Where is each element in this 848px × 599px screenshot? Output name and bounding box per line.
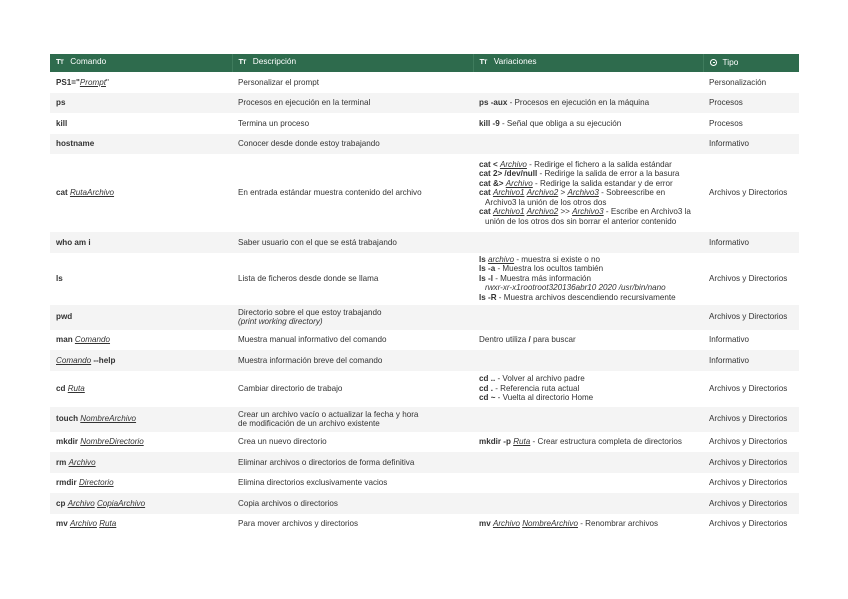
cell-variaciones[interactable] — [473, 134, 703, 155]
cell-comando[interactable]: who am i — [50, 232, 232, 253]
cell-comando[interactable]: ps — [50, 93, 232, 114]
cell-variaciones[interactable]: mkdir -p Ruta - Crear estructura completa de directorios — [479, 437, 682, 447]
variation-line: cat 2> /dev/null - Redirige la salida de error a la basura — [479, 169, 680, 179]
table-row[interactable] — [50, 93, 799, 114]
cell-descripcion[interactable]: Copia archivos o directorios — [232, 493, 473, 514]
cell-comando[interactable]: man Comando — [56, 335, 111, 345]
cell-variaciones[interactable] — [473, 493, 703, 514]
header-tipo[interactable]: Tipo — [703, 54, 799, 72]
cell-descripcion[interactable]: En entrada estándar muestra contenido del archivo — [238, 188, 422, 198]
variation-line: cat < Archivo - Redirige el fichero a la salida estándar — [479, 160, 672, 170]
cell-tipo[interactable]: Informativo — [703, 134, 799, 155]
table-row[interactable] — [50, 514, 799, 535]
cell-tipo[interactable]: Archivos y Directorios — [709, 273, 788, 283]
table-row[interactable] — [50, 253, 799, 305]
cell-variaciones[interactable] — [473, 452, 703, 473]
table-row[interactable] — [50, 134, 799, 155]
cell-descripcion[interactable]: Cambiar directorio de trabajo — [238, 383, 343, 393]
table-row[interactable] — [50, 232, 799, 253]
cell-descripcion[interactable]: Crear un archivo vacío o actualizar la fecha y hora de modificación de un archivo existente — [232, 407, 473, 432]
cell-tipo[interactable]: Informativo — [703, 350, 799, 371]
commands-table — [50, 54, 799, 534]
header-descripcion[interactable]: TT Descripción — [232, 54, 473, 72]
cell-descripcion[interactable]: Directorio sobre el que estoy trabajando (print working directory) — [232, 305, 473, 330]
cell-variaciones[interactable] — [473, 371, 703, 407]
cell-variaciones[interactable] — [473, 232, 703, 253]
variation-line: ls -a - Muestra los ocultos también — [479, 264, 604, 274]
cell-tipo[interactable]: Archivos y Directorios — [709, 437, 788, 447]
select-type-icon — [710, 59, 717, 66]
table-row[interactable] — [50, 72, 799, 93]
cell-variaciones[interactable] — [473, 473, 703, 494]
cell-descripcion[interactable]: Muestra manual informativo del comando — [238, 335, 387, 345]
table-row[interactable] — [50, 350, 799, 371]
cell-tipo[interactable]: Archivos y Directorios — [709, 188, 788, 198]
cell-descripcion[interactable]: Eliminar archivos o directorios de forma definitiva — [232, 452, 473, 473]
table-row[interactable] — [50, 473, 799, 494]
cell-variaciones[interactable] — [473, 72, 703, 93]
cell-descripcion[interactable]: Crea un nuevo directorio — [238, 437, 327, 447]
header-row — [50, 54, 799, 72]
cell-tipo[interactable]: Archivos y Directorios — [709, 478, 788, 488]
cell-comando[interactable]: hostname — [50, 134, 232, 155]
cell-descripcion[interactable]: Termina un proceso — [238, 118, 310, 128]
cell-descripcion[interactable]: Lista de ficheros desde donde se llama — [238, 273, 379, 283]
cell-comando[interactable]: rmdir Directorio — [56, 478, 114, 488]
cell-comando[interactable]: Comando --help — [50, 350, 232, 371]
cell-descripcion[interactable]: Muestra información breve del comando — [232, 350, 473, 371]
cell-tipo[interactable]: Procesos — [703, 93, 799, 114]
text-type-icon: TT — [479, 57, 487, 67]
variation-line: cat &> Archivo - Redirige la salida estandar y de error — [479, 178, 673, 188]
cell-comando[interactable]: cat RutaArchivo — [56, 188, 115, 198]
cell-tipo[interactable]: Archivos y Directorios — [703, 407, 799, 432]
cell-comando[interactable]: cd Ruta — [56, 383, 85, 393]
cell-descripcion[interactable]: Saber usuario con el que se está trabajando — [232, 232, 473, 253]
cell-tipo[interactable]: Procesos — [709, 118, 743, 128]
cell-comando[interactable]: touch NombreArchivo — [50, 407, 232, 432]
cell-tipo[interactable]: Archivos y Directorios — [703, 305, 799, 330]
text-type-icon: TT — [238, 57, 246, 67]
cell-variaciones[interactable] — [473, 407, 703, 432]
cell-variaciones[interactable]: ls archivo - muestra si existe o no ls -a - Muestra los ocultos también ls -l - Muestra más información rwxr-xr-x1rootroot320136abr10 2020 /usr/bin/nano ls -R - Muestra archivos descendiendo recursivamente — [473, 253, 703, 305]
cell-variaciones[interactable] — [473, 305, 703, 330]
table-row[interactable] — [50, 432, 799, 453]
cell-descripcion[interactable]: Para mover archivos y directorios — [238, 519, 359, 529]
variation-line: ls archivo - muestra si existe o no — [479, 254, 601, 264]
variation-line: cd . - Referencia ruta actual — [479, 383, 580, 393]
cell-variaciones[interactable]: kill -9 - Señal que obliga a su ejecución — [479, 118, 622, 128]
cell-tipo[interactable]: Archivos y Directorios — [703, 493, 799, 514]
cell-variaciones[interactable]: mv Archivo NombreArchivo - Renombrar archivos — [479, 519, 659, 529]
cell-tipo[interactable]: Informativo — [709, 335, 750, 345]
table-row[interactable] — [50, 113, 799, 134]
table-row[interactable] — [50, 154, 799, 232]
cell-descripcion[interactable]: Elimina directorios exclusivamente vacios — [238, 478, 388, 488]
cell-comando[interactable]: mv Archivo Ruta — [56, 519, 117, 529]
variation-line: ls -R - Muestra archivos descendiendo recursivamente — [479, 292, 676, 302]
variation-line: cat Archivo1 Archivo2 >> Archivo3 - Escribe en Archivo3 la — [479, 207, 691, 217]
cell-comando[interactable]: PS1="Prompt" — [56, 77, 109, 87]
cell-comando[interactable]: kill — [56, 118, 68, 128]
header-comando[interactable]: TT Comando — [50, 54, 232, 72]
cell-tipo[interactable]: Informativo — [703, 232, 799, 253]
cell-variaciones[interactable]: Dentro utiliza / para buscar — [479, 335, 576, 345]
cell-tipo[interactable]: Personalización — [709, 77, 767, 87]
cell-variaciones[interactable] — [473, 350, 703, 371]
cell-comando[interactable]: ls — [56, 273, 63, 283]
table-row[interactable] — [50, 493, 799, 514]
cell-comando[interactable]: cp Archivo CopiaArchivo — [50, 493, 232, 514]
cell-comando[interactable]: rm Archivo — [50, 452, 232, 473]
table-row[interactable] — [50, 452, 799, 473]
table-row[interactable] — [50, 305, 799, 330]
cell-comando[interactable]: mkdir NombreDirectorio — [56, 437, 144, 447]
table-row[interactable] — [50, 371, 799, 407]
cell-descripcion[interactable]: Conocer desde donde estoy trabajando — [232, 134, 473, 155]
cell-descripcion[interactable]: Personalizar el prompt — [238, 77, 319, 87]
header-variaciones[interactable]: TT Variaciones — [473, 54, 703, 72]
variation-line: cd ~ - Vuelta al directorio Home — [479, 393, 594, 403]
cell-tipo[interactable]: Archivos y Directorios — [709, 383, 788, 393]
text-type-icon: TT — [56, 57, 64, 67]
table-row[interactable] — [50, 330, 799, 351]
variation-line: ls -l - Muestra más información — [479, 273, 592, 283]
cell-tipo[interactable]: Archivos y Directorios — [703, 452, 799, 473]
table-row[interactable] — [50, 407, 799, 432]
cell-tipo[interactable]: Archivos y Directorios — [709, 519, 788, 529]
cell-variaciones[interactable]: cat < Archivo - Redirige el fichero a la salida estándar cat 2> /dev/null - Redirige la salida de error a la basura cat &> Archivo - Redirige la salida estandar y de error cat Archivo1 Archivo2 > Archivo3 - Sobreescribe en Archivo3 la unión de los otros dos cat Archivo1 Archivo2 >> Archivo3 - Escribe en Archivo3 la unión de los otros dos sin borrar el anterior contenido — [473, 154, 703, 232]
variation-line: cat Archivo1 Archivo2 > Archivo3 - Sobreescribe en — [479, 188, 666, 198]
cell-comando[interactable]: pwd — [50, 305, 232, 330]
variation-line: cd .. - Volver al archivo padre — [479, 374, 585, 384]
cell-variaciones[interactable]: ps -aux - Procesos en ejecución en la máquina — [473, 93, 703, 114]
cell-descripcion[interactable]: Procesos en ejecución en la terminal — [232, 93, 473, 114]
